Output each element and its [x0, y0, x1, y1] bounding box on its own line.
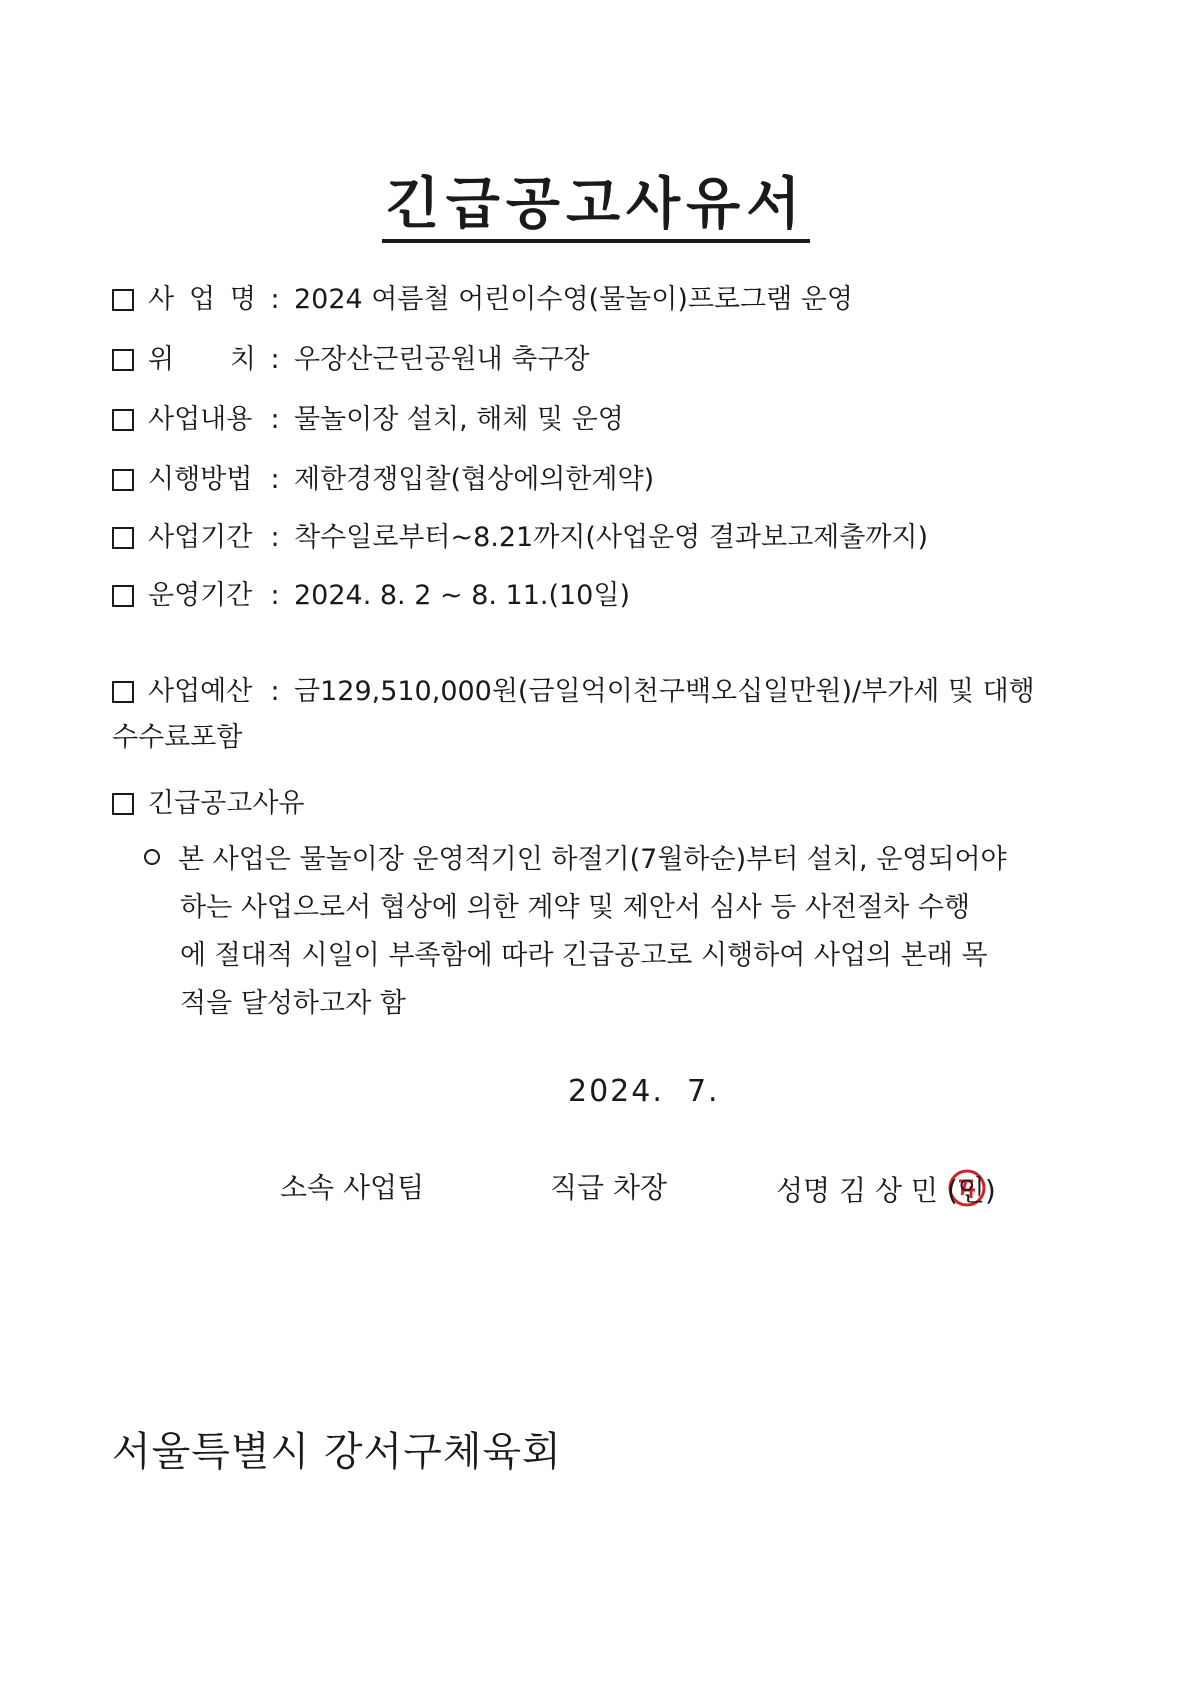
document-date: 2024. 7.: [568, 1074, 720, 1109]
reason-line-text: 적을 달성하고자 함: [180, 988, 406, 1019]
budget-lead: [112, 672, 1035, 712]
item-label: 운영기간: [148, 580, 253, 611]
reason-line: [144, 884, 1074, 932]
item-colon: :: [270, 284, 280, 315]
organization-name: 서울특별시 강서구체육회: [112, 1429, 562, 1475]
checkbox-square-icon: [112, 409, 134, 431]
item-value: 2024. 8. 2 ~ 8. 11.(10일): [294, 580, 630, 611]
item-operation-period: [112, 576, 1082, 616]
checkbox-square-icon: [112, 289, 134, 311]
reason-line: [144, 980, 1074, 1028]
item-colon: :: [270, 522, 280, 553]
item-value: 착수일로부터~8.21까지(사업운영 결과보고제출까지): [294, 522, 929, 553]
checkbox-square-icon: [112, 585, 134, 607]
signature-rank: 직급 차장: [550, 1171, 668, 1204]
item-colon: :: [270, 344, 280, 375]
signature-name-block: [776, 1168, 996, 1211]
reason-line-content: [144, 836, 1007, 884]
checkbox-square-icon: [112, 349, 134, 371]
signature-department: 소속 사업팀: [280, 1171, 425, 1204]
budget-continuation: 수수료포함: [112, 722, 243, 753]
reason-line-text: 에 절대적 시일이 부족함에 따라 긴급공고로 시행하여 사업의 본래 목: [180, 940, 988, 971]
item-label: 시행방법: [148, 464, 253, 495]
seal-suffix: (인): [946, 1174, 996, 1207]
budget-first-line: [112, 672, 1072, 712]
reason-body: [144, 836, 1074, 1028]
item-label: 사업기간: [148, 522, 253, 553]
reason-heading: 긴급공고사유: [148, 788, 305, 819]
item-location: [112, 340, 1082, 380]
reason-line: [144, 836, 1074, 884]
item-business-period: [112, 518, 1082, 558]
item-label: 사 업 명: [148, 284, 256, 315]
reason-line: [144, 932, 1074, 980]
item-urgent-reason: [112, 784, 305, 824]
item-value: 제한경쟁입찰(협상에의한계약): [294, 464, 655, 495]
item-label: 위 치: [148, 344, 256, 375]
budget-value: 금129,510,000원(금일억이천구백오십일만원)/부가세 및 대행: [294, 676, 1035, 707]
item-method: [112, 460, 1082, 500]
item-value: 2024 여름철 어린이수영(물놀이)프로그램 운영: [294, 284, 853, 315]
item-value: 물놀이장 설치, 해체 및 운영: [294, 404, 624, 435]
item-business-name: [112, 280, 1082, 320]
item-business-content: [112, 400, 1082, 440]
document-title: [0, 172, 1192, 243]
reason-line-text: 본 사업은 물놀이장 운영적기인 하절기(7월하순)부터 설치, 운영되어야: [178, 844, 1007, 875]
reason-line-text: 하는 사업으로서 협상에 의한 계약 및 제안서 심사 등 사전절차 수행: [180, 892, 971, 923]
signature-name: 성명 김 상 민: [776, 1174, 938, 1207]
checkbox-square-icon: [112, 681, 134, 703]
item-colon: :: [270, 676, 280, 707]
checkbox-square-icon: [112, 469, 134, 491]
item-colon: :: [270, 464, 280, 495]
checkbox-square-icon: [112, 793, 134, 815]
item-label: 사업내용: [148, 404, 253, 435]
item-budget: [112, 672, 1072, 758]
item-colon: :: [270, 404, 280, 435]
item-label: 사업예산: [148, 676, 253, 707]
document-title-text: 긴급공고사유서: [382, 173, 811, 243]
item-colon: :: [270, 580, 280, 611]
circle-bullet-icon: [144, 849, 160, 865]
item-value: 우장산근린공원내 축구장: [294, 344, 590, 375]
checkbox-square-icon: [112, 527, 134, 549]
